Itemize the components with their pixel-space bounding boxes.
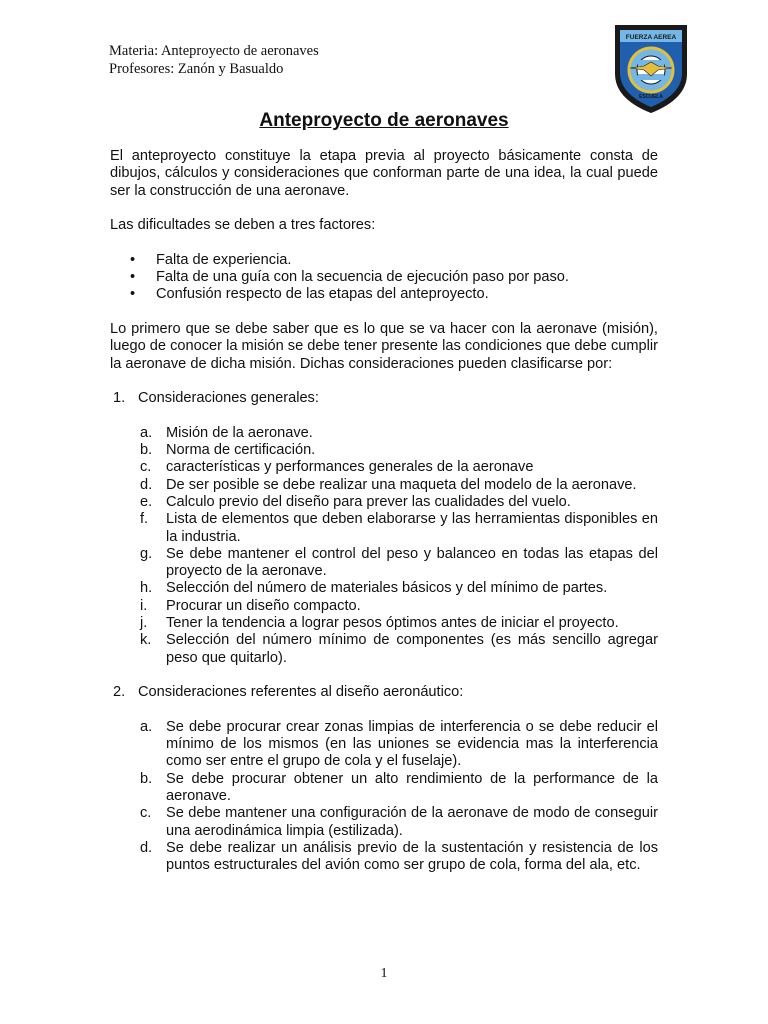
item-text: características y performances generales de la aeronave	[166, 459, 534, 476]
list-item	[110, 442, 658, 459]
item-text: Selección del número mínimo de componentes (es más sencillo agregar peso que quitarlo).	[166, 632, 658, 666]
item-text: Se debe mantener una configuración de la aeronave de modo de conseguir una aerodinámica limpia (estilizada).	[166, 805, 658, 839]
item-text: Procurar un diseño compacto.	[166, 597, 361, 614]
item-text: De ser posible se debe realizar una maqueta del modelo de la aeronave.	[166, 476, 637, 493]
logo-ring-text: ESCUELA	[639, 94, 663, 100]
bullet-icon: •	[130, 251, 136, 268]
mission-paragraph: Lo primero que se debe saber que es lo que se va hacer con la aeronave (misión), luego de conocer la misión se debe tener presente las condiciones que debe cumplir la aeronave de dicha misión. Dichas consideraciones pueden clasificarse por:	[110, 320, 658, 372]
item-text: Tener la tendencia a lograr pesos óptimos antes de iniciar el proyecto.	[166, 615, 619, 632]
intro-paragraph: El anteproyecto constituye la etapa previa al proyecto básicamente consta de dibujos, cálculos y consideraciones que conforman parte de una idea, la cual puede ser la construcción de una aeronave.	[110, 148, 658, 199]
bullet-icon: •	[130, 269, 136, 286]
item-text: Se debe procurar obtener un alto rendimiento de la performance de la aeronave.	[166, 770, 658, 804]
list-item	[110, 632, 658, 667]
difficulties-list	[110, 252, 658, 304]
list-item	[110, 771, 658, 806]
item-letter: a.	[140, 718, 153, 735]
list-item	[110, 477, 658, 494]
document-header	[109, 42, 319, 78]
section-heading	[110, 684, 658, 701]
list-item	[110, 580, 658, 597]
item-letter: c.	[140, 459, 152, 476]
item-letter: c.	[140, 805, 152, 822]
item-letter: i.	[140, 597, 148, 614]
list-item	[110, 598, 658, 615]
document-title: Anteproyecto de aeronaves	[259, 110, 509, 131]
item-letter: b.	[140, 442, 153, 459]
subject-line: Materia: Anteproyecto de aeronaves	[109, 43, 319, 59]
air-force-shield-logo	[612, 22, 690, 114]
item-letter: b.	[140, 770, 153, 787]
item-letter: g.	[140, 545, 153, 562]
list-item	[110, 805, 658, 840]
bullet-icon: •	[130, 286, 136, 303]
item-letter: h.	[140, 580, 153, 597]
item-letter: e.	[140, 493, 153, 510]
list-item	[110, 286, 658, 303]
item-text: Se debe procurar crear zonas limpias de interferencia o se debe reducir el mínimo de los mismos (en las uniones se evidencia mas la interferencia como ser entre el grupo de cola y el fuselaje).	[166, 718, 658, 770]
list-item	[110, 840, 658, 875]
section-title: Consideraciones generales:	[138, 390, 319, 407]
list-item	[110, 719, 658, 771]
item-text: Se debe mantener el control del peso y balanceo en todas las etapas del proyecto de la aeronave.	[166, 545, 658, 580]
section-title: Consideraciones referentes al diseño aeronáutico:	[138, 684, 464, 701]
section-number: 1.	[113, 390, 126, 407]
list-item-text: Falta de experiencia.	[156, 251, 292, 268]
section-heading	[110, 390, 658, 407]
general-considerations-list	[110, 425, 658, 667]
list-item	[110, 269, 658, 286]
list-item-text: Confusión respecto de las etapas del anteproyecto.	[156, 286, 489, 303]
item-text: Se debe realizar un análisis previo de la sustentación y resistencia de los puntos estructurales del avión como ser grupo de cola, forma del ala, etc.	[166, 839, 658, 874]
item-letter: j.	[140, 615, 148, 632]
list-item-text: Falta de una guía con la secuencia de ejecución paso por paso.	[156, 269, 569, 286]
list-item	[110, 252, 658, 269]
item-letter: k.	[140, 632, 152, 649]
item-text: Lista de elementos que deben elaborarse y las herramientas disponibles en la industria.	[166, 511, 658, 545]
list-item	[110, 546, 658, 581]
item-letter: d.	[140, 839, 153, 856]
document-body	[110, 148, 658, 874]
page-number: 1	[380, 966, 388, 981]
item-text: Selección del número de materiales básicos y del mínimo de partes.	[166, 580, 608, 597]
item-letter: f.	[140, 511, 149, 528]
list-item	[110, 494, 658, 511]
item-text: Calculo previo del diseño para prever las cualidades del vuelo.	[166, 493, 571, 510]
list-item	[110, 459, 658, 476]
aeronautical-design-list	[110, 719, 658, 875]
list-item	[110, 615, 658, 632]
list-item	[110, 425, 658, 442]
item-letter: d.	[140, 476, 153, 493]
section-number: 2.	[113, 684, 126, 701]
difficulties-intro: Las dificultades se deben a tres factores:	[110, 217, 376, 234]
item-text: Misión de la aeronave.	[166, 424, 313, 441]
logo-top-text: FUERZA AEREA	[625, 34, 677, 41]
professors-line: Profesores: Zanón y Basualdo	[109, 61, 284, 77]
list-item	[110, 511, 658, 546]
item-text: Norma de certificación.	[166, 442, 316, 459]
item-letter: a.	[140, 424, 153, 441]
